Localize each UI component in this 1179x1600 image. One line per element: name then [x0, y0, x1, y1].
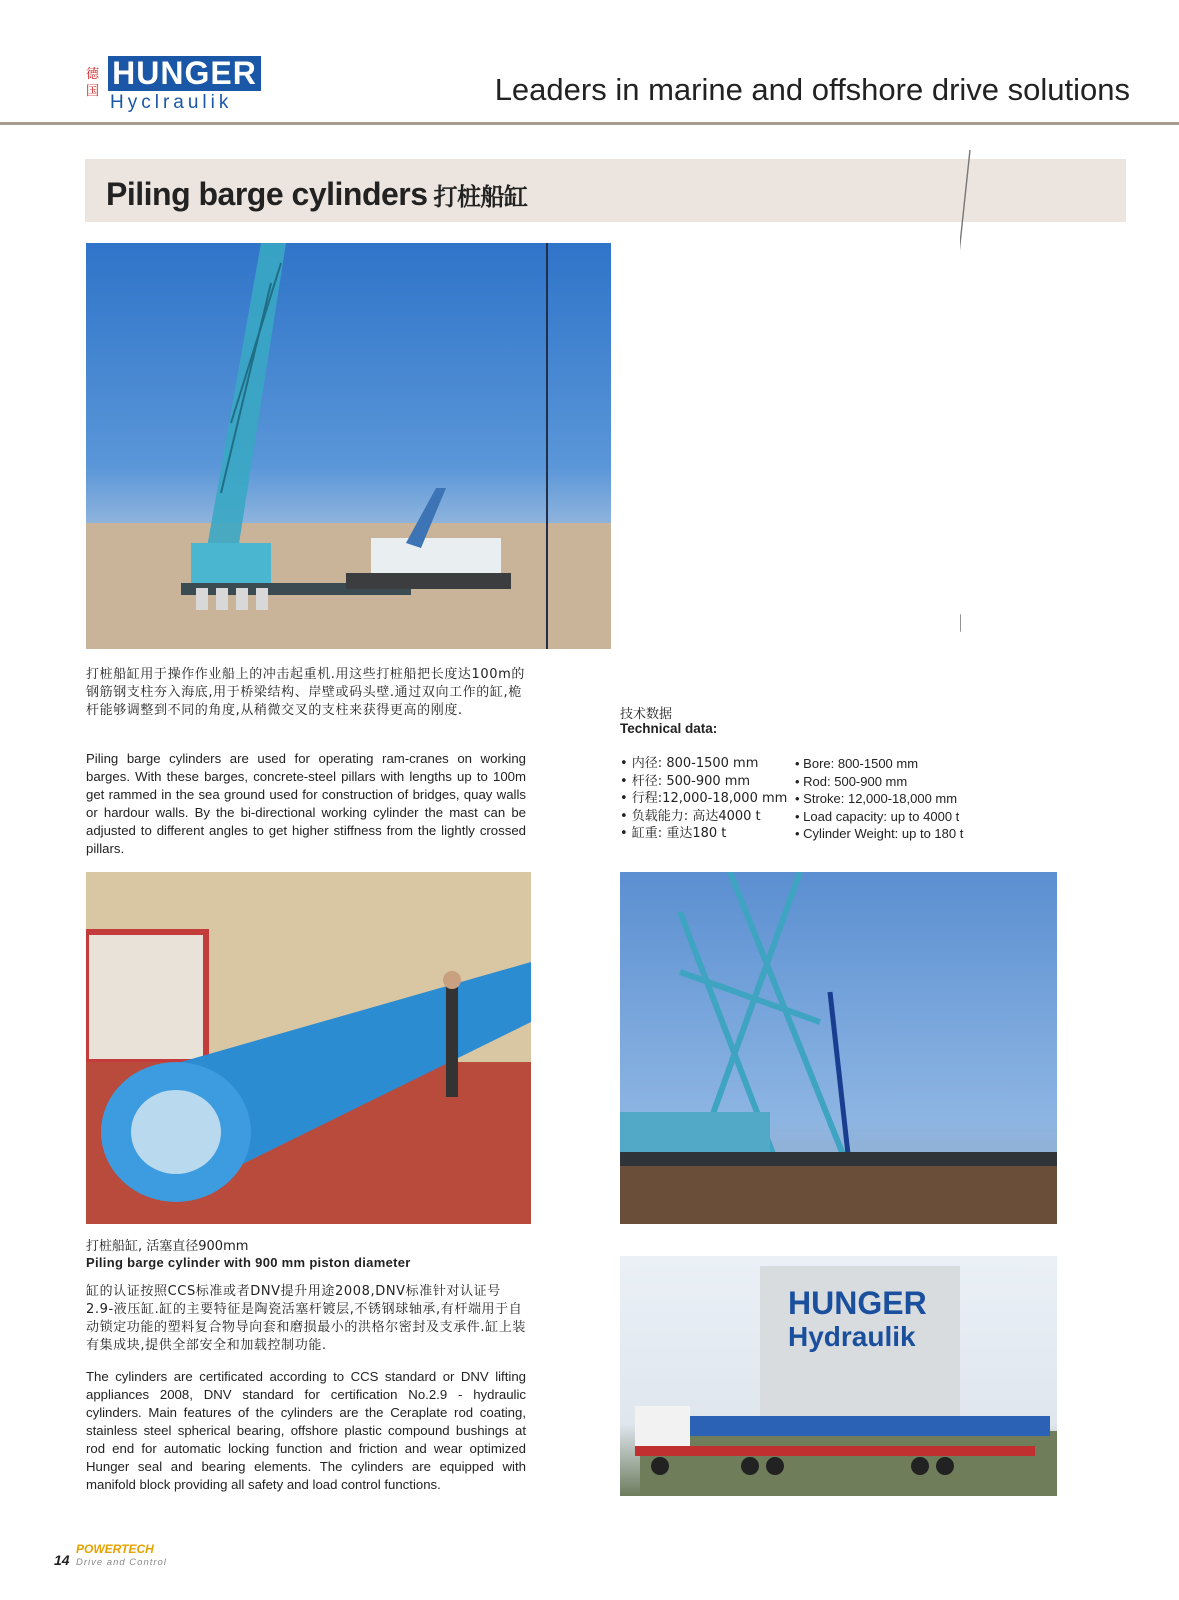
crane-cylinder-illustration [620, 872, 1057, 1224]
technical-item-en: • Rod: 500-900 mm [795, 773, 908, 789]
cylinder-workshop-photo [86, 872, 531, 1224]
logo-subtitle: Hyclraulik [110, 92, 233, 113]
technical-item-en: • Stroke: 12,000-18,000 mm [795, 791, 958, 806]
building-sign-line1: HUNGER [788, 1285, 927, 1321]
page-title [106, 176, 528, 213]
crane-line-drawing [960, 140, 1179, 650]
building-sign [788, 1286, 927, 1354]
logo-chinese-mark: 德国 [86, 67, 100, 99]
technical-item-cn: • 负载能力: 高达4000 t [620, 808, 761, 824]
crane-drawing-svg [960, 140, 1179, 650]
piling-barge-illustration [86, 243, 611, 649]
technical-item-en: • Bore: 800-1500 mm [795, 756, 919, 771]
technical-item-cn: • 行程:12,000-18,000 mm [620, 791, 788, 806]
truck-transport-photo [620, 1256, 1057, 1496]
intro-text-cn: 打桩船缸用于操作作业船上的冲击起重机.用这些打桩船把长度达100m的钢筋钢支柱夯入海底,用于桥梁结构、岸壁或码头壁.通过双向工作的缸,桅杆能够调整到不同的角度,从稍微交叉的支柱来获得更高的刚度. [86, 667, 526, 718]
technical-item-en: • Load capacity: up to 4000 t [795, 808, 960, 824]
technical-heading-en: Technical data: [620, 721, 718, 736]
certification-text-cn: 缸的认证按照CCS标准或者DNV提升用途2008,DNV标准针对认证号2.9-液压缸.缸的主要特征是陶瓷活塞杆镀层,不锈钢球轴承,有杆端用于自动锁定功能的塑料复合物导向套和磨损最小的洪格尔密封及支承件.缸上装有集成块,提供全部安全和加载控制功能. [86, 1284, 526, 1353]
cylinder-illustration [86, 872, 531, 1224]
building-sign-line2: Hydraulik [788, 1321, 916, 1352]
technical-item-cn: • 缸重: 重达180 t [620, 826, 727, 841]
caption-cn: 打桩船缸, 活塞直径900mm [86, 1239, 249, 1254]
technical-item-cn: • 内径: 800-1500 mm [620, 756, 759, 771]
piling-barge-photo [86, 243, 611, 649]
technical-heading-cn: 技术数据 [620, 707, 673, 722]
page-title-cn: 打桩船缸 [433, 183, 528, 211]
technical-list-en [795, 755, 995, 843]
page-title-en: Piling barge cylinders [106, 176, 428, 212]
certification-text-en: The cylinders are certificated according to CCS standard or DNV lifting appliances 2008, DNV standard for certification No.2.9 - hydraulic cylinders. Main features of the cylinders are the Ceraplate rod coating, stainless steel spherical bearing, offshore plastic compound bushings at rod end for automatic locking function and friction and wear optimized Hunger seal and bearing elements. The cylinders are equipped with manifold block providing all safety and load control functions. [86, 1369, 526, 1492]
intro-text-en: Piling barge cylinders are used for operating ram-cranes on working barges. With these barges, concrete-steel pillars with lengths up to 100m get rammed in the sea ground used for construction of bridges, quay walls or hardour walls. By the bi-directional working cylinder the mast can be adjusted to different angles to get higher stiffness from the lightly crossed pillars. [86, 751, 526, 856]
crane-cylinder-photo [620, 872, 1057, 1224]
technical-item-en: • Cylinder Weight: up to 180 t [795, 826, 964, 841]
technical-list-cn [620, 755, 790, 843]
technical-item-cn: • 杆径: 500-900 mm [620, 773, 751, 789]
page-tagline: Leaders in marine and offshore drive solutions [494, 72, 1130, 107]
caption-en: Piling barge cylinder with 900 mm piston diameter [86, 1255, 411, 1270]
header-divider [0, 122, 1179, 125]
footer-brand-sub: Drive and Control [76, 1557, 167, 1568]
page-number: 14 [54, 1552, 70, 1568]
hunger-logo: HUNGER [108, 56, 261, 91]
footer-brand: POWERTECH [76, 1542, 154, 1556]
